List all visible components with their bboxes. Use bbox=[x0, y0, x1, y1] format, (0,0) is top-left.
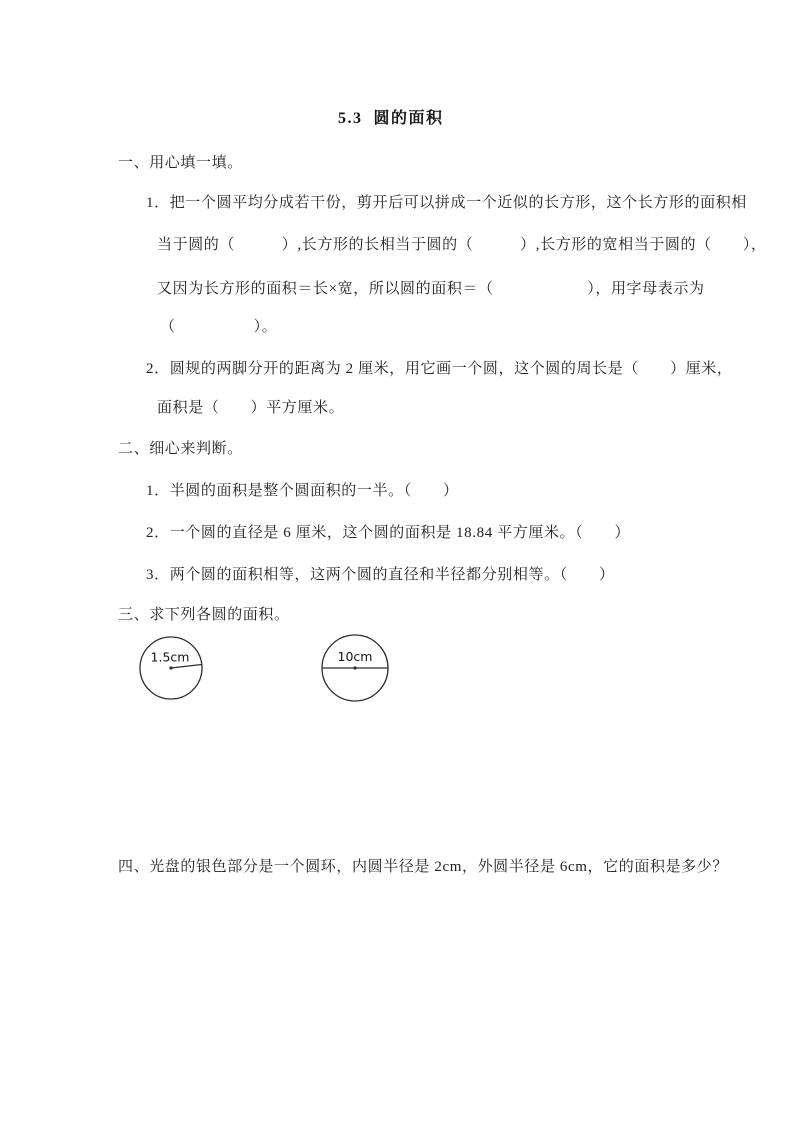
section2-heading: 二、细心来判断。 bbox=[118, 441, 243, 457]
section1-q1-line1: 1．把一个圆平均分成若干份，剪开后可以拼成一个近似的长方形，这个长方形的面积相 bbox=[146, 195, 747, 211]
section1-q2-line1: 2．圆规的两脚分开的距离为 2 厘米，用它画一个圆，这个圆的周长是（ ）厘米， bbox=[146, 361, 733, 377]
section2-q1: 1．半圆的面积是整个圆面积的一半。（ ） bbox=[146, 483, 459, 499]
section3-heading: 三、求下列各圆的面积。 bbox=[118, 607, 290, 623]
center-dot bbox=[169, 666, 172, 669]
section1-q1-line3: 又因为长方形的面积＝长×宽，所以圆的面积＝（ ），用字母表示为 bbox=[157, 281, 705, 297]
section4-question: 四、光盘的银色部分是一个圆环，内圆半径是 2cm，外圆半径是 6cm，它的面积是多少？ bbox=[118, 859, 728, 875]
radius-label: 1.5cm bbox=[150, 649, 190, 665]
page-title: 5.3 圆的面积 bbox=[338, 110, 444, 127]
radius-line bbox=[171, 665, 202, 669]
section1-q2-line2: 面积是（ ）平方厘米。 bbox=[157, 400, 345, 416]
center-dot bbox=[353, 666, 356, 669]
diameter-label: 10cm bbox=[337, 649, 373, 664]
circle-figure-diameter bbox=[320, 633, 390, 703]
section2-q2: 2．一个圆的直径是 6 厘米，这个圆的面积是 18.84 平方厘米。（ ） bbox=[146, 525, 631, 541]
section2-q3: 3．两个圆的面积相等，这两个圆的直径和半径都分别相等。（ ） bbox=[146, 567, 615, 583]
section1-q1-line2: 当于圆的（ ）,长方形的长相当于圆的（ ）,长方形的宽相当于圆的（ ）， bbox=[157, 237, 767, 253]
section1-heading: 一、用心填一填。 bbox=[118, 155, 243, 171]
circle-figure-radius bbox=[138, 634, 206, 702]
section1-q1-line4: （ ）。 bbox=[160, 319, 278, 335]
